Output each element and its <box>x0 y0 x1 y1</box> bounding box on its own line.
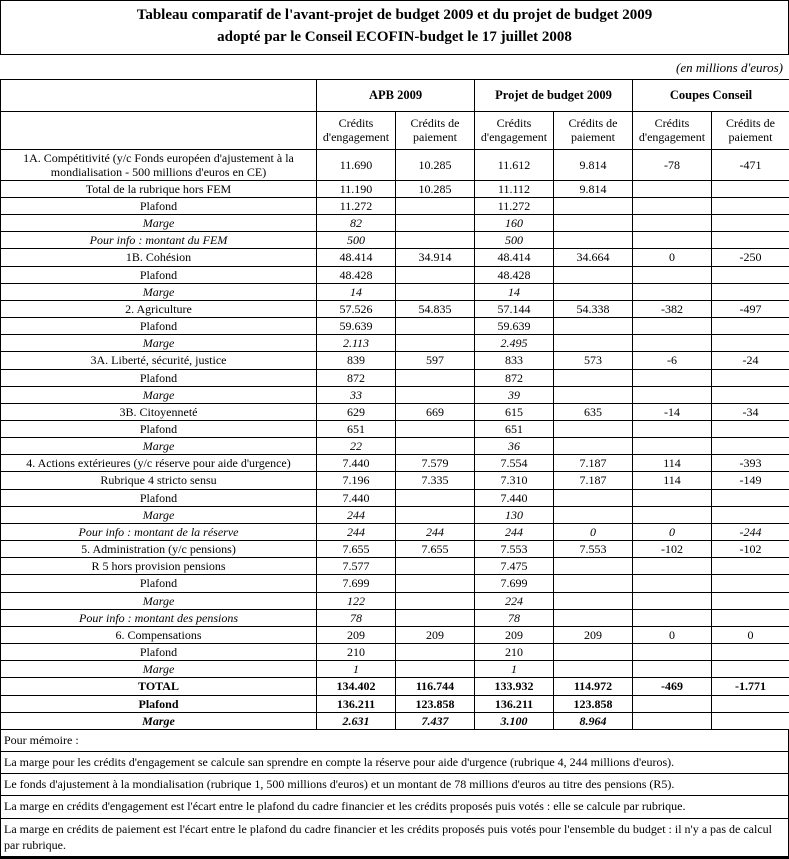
value-cell: 134.402 <box>317 678 396 695</box>
value-cell <box>633 318 712 335</box>
table-row <box>1 609 789 626</box>
value-cell: 11.272 <box>317 197 396 214</box>
value-cell <box>554 232 633 249</box>
value-cell: 14 <box>475 283 554 300</box>
value-cell: 7.699 <box>317 575 396 592</box>
value-cell <box>554 575 633 592</box>
value-cell: 2.631 <box>317 712 396 729</box>
value-cell <box>554 489 633 506</box>
table-row <box>1 661 789 678</box>
value-cell: 7.554 <box>475 455 554 472</box>
value-cell <box>396 489 475 506</box>
value-cell: 224 <box>475 592 554 609</box>
value-cell: 7.310 <box>475 472 554 489</box>
value-cell <box>554 197 633 214</box>
table-row <box>1 232 789 249</box>
row-label: Marge <box>1 506 317 523</box>
value-cell: 122 <box>317 592 396 609</box>
value-cell <box>712 712 789 729</box>
value-cell: 651 <box>317 421 396 438</box>
value-cell <box>633 197 712 214</box>
table-row <box>1 266 789 283</box>
value-cell: 0 <box>633 626 712 643</box>
value-cell: 57.526 <box>317 300 396 317</box>
value-cell: 123.858 <box>554 695 633 712</box>
value-cell: 10.285 <box>396 149 475 180</box>
row-label: 3B. Citoyenneté <box>1 403 317 420</box>
value-cell: 48.414 <box>475 249 554 266</box>
table-row <box>1 712 789 729</box>
row-label: 1A. Compétitivité (y/c Fonds européen d'ajustement à la mondialisation - 500 millions d'euros en CE) <box>1 149 317 180</box>
row-label: Pour info : montant du FEM <box>1 232 317 249</box>
title-line-1: Tableau comparatif de l'avant-projet de budget 2009 et du projet de budget 2009 <box>1 5 788 27</box>
value-cell: -1.771 <box>712 678 789 695</box>
value-cell: 651 <box>475 421 554 438</box>
value-cell: 48.428 <box>317 266 396 283</box>
table-row <box>1 283 789 300</box>
value-cell: -250 <box>712 249 789 266</box>
value-cell: 160 <box>475 215 554 232</box>
col-header-credits-paiement: Crédits de paiement <box>554 111 633 149</box>
value-cell: 11.612 <box>475 149 554 180</box>
value-cell <box>712 489 789 506</box>
table-row <box>1 300 789 317</box>
value-cell <box>712 592 789 609</box>
value-cell: 7.577 <box>317 558 396 575</box>
row-label: 5. Administration (y/c pensions) <box>1 541 317 558</box>
value-cell: 3.100 <box>475 712 554 729</box>
value-cell <box>554 644 633 661</box>
value-cell <box>633 232 712 249</box>
value-cell: 244 <box>317 506 396 523</box>
value-cell: 7.440 <box>317 489 396 506</box>
row-label: Pour info : montant des pensions <box>1 609 317 626</box>
value-cell: 10.285 <box>396 180 475 197</box>
value-cell <box>554 369 633 386</box>
value-cell: 59.639 <box>317 318 396 335</box>
value-cell <box>396 506 475 523</box>
value-cell <box>712 197 789 214</box>
value-cell: 36 <box>475 438 554 455</box>
value-cell <box>633 421 712 438</box>
value-cell: 872 <box>475 369 554 386</box>
footnote: Pour mémoire : <box>0 730 789 752</box>
value-cell <box>633 506 712 523</box>
value-cell <box>396 318 475 335</box>
value-cell: 210 <box>475 644 554 661</box>
row-label: Marge <box>1 283 317 300</box>
value-cell: 7.553 <box>475 541 554 558</box>
row-label: Plafond <box>1 575 317 592</box>
value-cell: 11.190 <box>317 180 396 197</box>
value-cell: 7.187 <box>554 455 633 472</box>
col-header-credits-paiement: Crédits de paiement <box>396 111 475 149</box>
row-label: 6. Compensations <box>1 626 317 643</box>
value-cell <box>554 592 633 609</box>
value-cell: 0 <box>712 626 789 643</box>
table-row <box>1 455 789 472</box>
value-cell <box>633 215 712 232</box>
table-row <box>1 506 789 523</box>
value-cell <box>633 438 712 455</box>
value-cell <box>396 369 475 386</box>
row-label: 2. Agriculture <box>1 300 317 317</box>
row-label: Plafond <box>1 318 317 335</box>
value-cell: 7.196 <box>317 472 396 489</box>
value-cell: -102 <box>633 541 712 558</box>
value-cell: 2.495 <box>475 335 554 352</box>
value-cell <box>633 575 712 592</box>
value-cell: 78 <box>475 609 554 626</box>
title-line-2: adopté par le Conseil ECOFIN-budget le 17 juillet 2008 <box>1 27 788 49</box>
value-cell <box>712 335 789 352</box>
row-label: Plafond <box>1 695 317 712</box>
value-cell: 9.814 <box>554 180 633 197</box>
value-cell: 244 <box>317 523 396 540</box>
table-row <box>1 149 789 180</box>
table-row <box>1 592 789 609</box>
row-label: Plafond <box>1 421 317 438</box>
value-cell: 114 <box>633 455 712 472</box>
value-cell: 7.440 <box>475 489 554 506</box>
value-cell: 597 <box>396 352 475 369</box>
value-cell: -393 <box>712 455 789 472</box>
row-label: Plafond <box>1 369 317 386</box>
group-header-projet-budget-2009: Projet de budget 2009 <box>475 79 633 111</box>
value-cell: 7.440 <box>317 455 396 472</box>
value-cell <box>633 369 712 386</box>
value-cell: 209 <box>396 626 475 643</box>
value-cell <box>633 712 712 729</box>
value-cell <box>396 266 475 283</box>
col-header-credits-paiement: Crédits de paiement <box>712 111 789 149</box>
value-cell <box>396 558 475 575</box>
value-cell <box>633 558 712 575</box>
value-cell: -497 <box>712 300 789 317</box>
value-cell <box>396 197 475 214</box>
value-cell: 669 <box>396 403 475 420</box>
value-cell: 7.655 <box>317 541 396 558</box>
row-label: Marge <box>1 661 317 678</box>
table-row <box>1 352 789 369</box>
value-cell: 48.428 <box>475 266 554 283</box>
value-cell: 7.699 <box>475 575 554 592</box>
value-cell: 54.835 <box>396 300 475 317</box>
table-row <box>1 678 789 695</box>
value-cell <box>633 489 712 506</box>
value-cell <box>712 609 789 626</box>
value-cell: 14 <box>317 283 396 300</box>
value-cell <box>554 438 633 455</box>
value-cell <box>554 215 633 232</box>
value-cell: 500 <box>317 232 396 249</box>
value-cell: 209 <box>475 626 554 643</box>
row-label: Plafond <box>1 644 317 661</box>
table-row <box>1 575 789 592</box>
value-cell <box>633 695 712 712</box>
value-cell: 114 <box>633 472 712 489</box>
value-cell: 34.914 <box>396 249 475 266</box>
value-cell: 8.964 <box>554 712 633 729</box>
table-row <box>1 386 789 403</box>
row-label: Marge <box>1 386 317 403</box>
table-body <box>1 149 789 729</box>
table-row <box>1 558 789 575</box>
table-row <box>1 318 789 335</box>
value-cell <box>633 386 712 403</box>
value-cell <box>554 283 633 300</box>
value-cell: -14 <box>633 403 712 420</box>
row-label: Plafond <box>1 197 317 214</box>
value-cell <box>554 318 633 335</box>
value-cell: 57.144 <box>475 300 554 317</box>
table-row <box>1 489 789 506</box>
value-cell: 22 <box>317 438 396 455</box>
value-cell: 244 <box>396 523 475 540</box>
table-row <box>1 403 789 420</box>
value-cell: 123.858 <box>396 695 475 712</box>
value-cell <box>712 661 789 678</box>
col-header-credits-engagement: Crédits d'engagement <box>633 111 712 149</box>
value-cell <box>712 644 789 661</box>
value-cell: 11.272 <box>475 197 554 214</box>
value-cell <box>396 335 475 352</box>
value-cell: 7.187 <box>554 472 633 489</box>
value-cell: 0 <box>633 249 712 266</box>
value-cell <box>554 266 633 283</box>
row-label: 4. Actions extérieures (y/c réserve pour aide d'urgence) <box>1 455 317 472</box>
value-cell: 48.414 <box>317 249 396 266</box>
value-cell <box>554 335 633 352</box>
table-row <box>1 369 789 386</box>
value-cell: 209 <box>317 626 396 643</box>
row-label: Marge <box>1 335 317 352</box>
value-cell <box>554 558 633 575</box>
footnotes <box>0 730 789 859</box>
value-cell <box>712 283 789 300</box>
value-cell <box>633 661 712 678</box>
budget-table <box>0 79 789 730</box>
footnote: La marge en crédits de paiement est l'écart entre le plafond du cadre financier et les crédits proposés puis votés pour l'ensemble du budget : il n'y a pas de calcul par rubrique. <box>0 819 789 856</box>
value-cell <box>712 421 789 438</box>
value-cell <box>554 609 633 626</box>
table-header <box>1 79 789 149</box>
value-cell <box>396 592 475 609</box>
value-cell <box>712 506 789 523</box>
table-row <box>1 335 789 352</box>
value-cell <box>712 386 789 403</box>
value-cell: 11.112 <box>475 180 554 197</box>
value-cell <box>396 283 475 300</box>
value-cell: 2.113 <box>317 335 396 352</box>
col-header-credits-engagement: Crédits d'engagement <box>317 111 396 149</box>
value-cell: -382 <box>633 300 712 317</box>
table-row <box>1 421 789 438</box>
value-cell: 54.338 <box>554 300 633 317</box>
value-cell: 7.437 <box>396 712 475 729</box>
value-cell <box>633 180 712 197</box>
value-cell: -102 <box>712 541 789 558</box>
value-cell <box>396 215 475 232</box>
value-cell <box>554 386 633 403</box>
value-cell: -471 <box>712 149 789 180</box>
value-cell <box>712 695 789 712</box>
value-cell: -24 <box>712 352 789 369</box>
table-row <box>1 438 789 455</box>
row-label: R 5 hors provision pensions <box>1 558 317 575</box>
value-cell: 1 <box>317 661 396 678</box>
value-cell: 114.972 <box>554 678 633 695</box>
value-cell <box>396 609 475 626</box>
group-header-coupes-conseil: Coupes Conseil <box>633 79 789 111</box>
value-cell <box>712 215 789 232</box>
value-cell: 136.211 <box>475 695 554 712</box>
value-cell <box>396 575 475 592</box>
value-cell: 78 <box>317 609 396 626</box>
value-cell: 210 <box>317 644 396 661</box>
value-cell: -6 <box>633 352 712 369</box>
table-row <box>1 472 789 489</box>
value-cell <box>396 644 475 661</box>
value-cell: 635 <box>554 403 633 420</box>
value-cell <box>712 575 789 592</box>
value-cell: 133.932 <box>475 678 554 695</box>
row-label: Marge <box>1 215 317 232</box>
value-cell: 500 <box>475 232 554 249</box>
row-label: Marge <box>1 712 317 729</box>
table-row <box>1 626 789 643</box>
value-cell <box>712 558 789 575</box>
value-cell: 839 <box>317 352 396 369</box>
footnote: La marge en crédits d'engagement est l'écart entre le plafond du cadre financier et les crédits proposés puis votés : elle se calcule par rubrique. <box>0 796 789 818</box>
value-cell: 11.690 <box>317 149 396 180</box>
value-cell: 872 <box>317 369 396 386</box>
row-label: Rubrique 4 stricto sensu <box>1 472 317 489</box>
unit-note: (en millions d'euros) <box>0 55 789 79</box>
table-row <box>1 197 789 214</box>
value-cell: 0 <box>554 523 633 540</box>
table-row <box>1 644 789 661</box>
value-cell: 7.475 <box>475 558 554 575</box>
value-cell: 136.211 <box>317 695 396 712</box>
value-cell <box>712 180 789 197</box>
value-cell <box>633 592 712 609</box>
value-cell: 615 <box>475 403 554 420</box>
value-cell: 82 <box>317 215 396 232</box>
corner-cell <box>1 111 317 149</box>
table-row <box>1 695 789 712</box>
col-header-credits-engagement: Crédits d'engagement <box>475 111 554 149</box>
value-cell <box>633 644 712 661</box>
value-cell <box>554 506 633 523</box>
value-cell <box>396 438 475 455</box>
row-label: TOTAL <box>1 678 317 695</box>
value-cell <box>712 318 789 335</box>
table-row <box>1 249 789 266</box>
value-cell <box>633 283 712 300</box>
sub-header-row <box>1 111 789 149</box>
row-label: Plafond <box>1 489 317 506</box>
value-cell: -78 <box>633 149 712 180</box>
group-header-row <box>1 79 789 111</box>
value-cell: 7.335 <box>396 472 475 489</box>
value-cell: -149 <box>712 472 789 489</box>
row-label: 1B. Cohésion <box>1 249 317 266</box>
value-cell: 9.814 <box>554 149 633 180</box>
table-row <box>1 523 789 540</box>
value-cell: 209 <box>554 626 633 643</box>
row-label: Total de la rubrique hors FEM <box>1 180 317 197</box>
row-label: Pour info : montant de la réserve <box>1 523 317 540</box>
value-cell: -244 <box>712 523 789 540</box>
value-cell: 0 <box>633 523 712 540</box>
value-cell: -34 <box>712 403 789 420</box>
value-cell <box>633 266 712 283</box>
value-cell <box>712 369 789 386</box>
group-header-apb-2009: APB 2009 <box>317 79 475 111</box>
value-cell <box>712 232 789 249</box>
value-cell: 116.744 <box>396 678 475 695</box>
table-row <box>1 541 789 558</box>
value-cell: 34.664 <box>554 249 633 266</box>
row-label: 3A. Liberté, sécurité, justice <box>1 352 317 369</box>
value-cell <box>396 386 475 403</box>
value-cell: 130 <box>475 506 554 523</box>
value-cell: 629 <box>317 403 396 420</box>
value-cell: 7.553 <box>554 541 633 558</box>
value-cell <box>633 609 712 626</box>
value-cell: -469 <box>633 678 712 695</box>
footnote: Le fonds d'ajustement à la mondialisation (rubrique 1, 500 millions d'euros) et un montant de 78 millions d'euros au titre des pensions (R5). <box>0 774 789 796</box>
value-cell: 1 <box>475 661 554 678</box>
table-row <box>1 180 789 197</box>
value-cell: 833 <box>475 352 554 369</box>
value-cell: 39 <box>475 386 554 403</box>
value-cell <box>554 421 633 438</box>
value-cell <box>554 661 633 678</box>
value-cell <box>396 421 475 438</box>
row-label: Marge <box>1 438 317 455</box>
row-label: Marge <box>1 592 317 609</box>
value-cell: 33 <box>317 386 396 403</box>
value-cell: 573 <box>554 352 633 369</box>
value-cell <box>712 438 789 455</box>
row-label: Plafond <box>1 266 317 283</box>
corner-cell <box>1 79 317 111</box>
document-title <box>0 0 789 55</box>
value-cell <box>396 661 475 678</box>
table-row <box>1 215 789 232</box>
value-cell: 59.639 <box>475 318 554 335</box>
value-cell: 244 <box>475 523 554 540</box>
footnote: La marge pour les crédits d'engagement se calcule san sprendre en compte la réserve pour aide d'urgence (rubrique 4, 244 millions d'euros). <box>0 752 789 774</box>
value-cell <box>712 266 789 283</box>
value-cell <box>633 335 712 352</box>
value-cell <box>396 232 475 249</box>
value-cell: 7.655 <box>396 541 475 558</box>
value-cell: 7.579 <box>396 455 475 472</box>
